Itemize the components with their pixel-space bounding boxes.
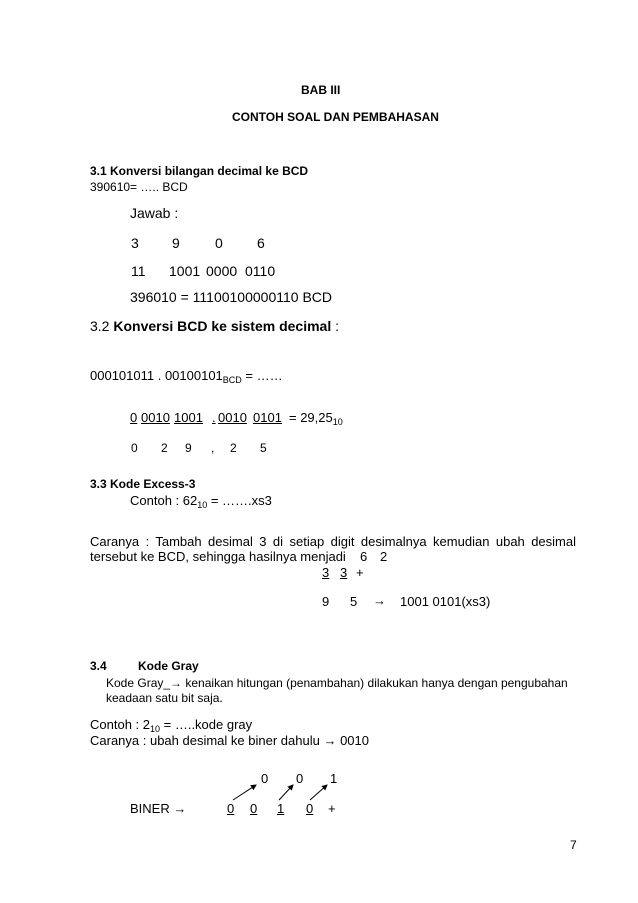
section-3-1-result: 396010 = 11100100000110 BCD xyxy=(130,289,333,305)
chapter-label: BAB III xyxy=(301,83,341,97)
excess3-digit: 6 xyxy=(360,549,368,564)
excess3-result: 1001 0101(xs3) xyxy=(400,594,491,609)
gray-bit: 0 xyxy=(296,771,304,786)
excess3-digit: 2 xyxy=(380,549,388,564)
right-arrow-icon: → xyxy=(373,593,386,608)
gray-code-description: Kode Gray_→ kenaikan hitungan (penambahan) dilakukan hanya dengan pengubahan xyxy=(106,676,568,690)
biner-label: BINER → xyxy=(130,801,187,816)
bcd-group: 1001 xyxy=(174,410,203,425)
gray-code-description-line2: keadaan satu bit saja. xyxy=(106,691,223,705)
page-number: 7 xyxy=(570,838,577,852)
bcd-group: 0010 xyxy=(218,410,247,425)
right-arrow-icon: → xyxy=(323,733,337,748)
digit-value: 5 xyxy=(260,441,267,455)
section-3-1-heading: 3.1 Konversi bilangan decimal ke BCD xyxy=(90,164,309,178)
bcd-group: 11 xyxy=(131,263,146,279)
plus-sign: + xyxy=(356,565,364,580)
bcd-group: 0101 xyxy=(253,410,282,425)
excess3-sum: 9 xyxy=(322,594,330,609)
digit-value: , xyxy=(211,441,215,455)
section-3-2-number: 3.2 xyxy=(90,318,110,334)
excess3-paragraph-line1: Caranya : Tambah desimal 3 di setiap digit desimalnya kemudian ubah desimal xyxy=(90,534,576,549)
gray-example: Contoh : $2_{10}$ = …..kode gray xyxy=(90,717,253,734)
question-subscript: BCD xyxy=(222,375,242,385)
digit: 3 xyxy=(131,235,139,251)
plus-sign: + xyxy=(328,801,336,816)
decimal-equals: = $29,25_{10}$ xyxy=(289,410,343,427)
xor-arrow xyxy=(310,785,327,800)
section-3-2-colon: : xyxy=(335,318,340,334)
digit-value: 2 xyxy=(230,441,237,455)
page-title: CONTOH SOAL DAN PEMBAHASAN xyxy=(232,110,439,124)
bcd-group: . xyxy=(212,410,216,425)
section-3-4-number: 3.4 xyxy=(90,659,107,673)
jawab-label: Jawab : xyxy=(130,205,179,221)
digit: 6 xyxy=(257,235,265,251)
question-tail: = …… xyxy=(241,368,283,383)
digit-value: 9 xyxy=(185,441,192,455)
bcd-group: 0010 xyxy=(141,410,170,425)
section-3-2-heading: Konversi BCD ke sistem decimal xyxy=(113,318,332,334)
binary-bit: 0 xyxy=(250,801,258,816)
bcd-group: 0 xyxy=(130,410,138,425)
digit-value: 2 xyxy=(161,441,168,455)
excess3-sum: 5 xyxy=(350,594,358,609)
binary-bit: 0 xyxy=(306,801,314,816)
excess3-example: Contoh : $62_{10}$ = …….xs3 xyxy=(130,493,272,510)
section-3-4-heading: Kode Gray xyxy=(138,659,199,673)
binary-bit: 0 xyxy=(227,801,235,816)
right-arrow-icon: → xyxy=(173,801,187,816)
gray-bit: 1 xyxy=(330,771,338,786)
question-value: 000101011 . 00100101 xyxy=(90,368,223,383)
excess3-addend: 3 xyxy=(340,565,348,580)
bcd-group: 1001 xyxy=(169,263,201,279)
bcd-group: 0110 xyxy=(245,263,276,279)
excess3-addend: 3 xyxy=(322,565,330,580)
right-arrow-icon: → xyxy=(170,676,183,690)
gray-bit: 0 xyxy=(261,771,269,786)
gray-method: Caranya : ubah desimal ke biner dahulu → 0010 xyxy=(90,733,369,748)
excess3-paragraph-line2: tersebut ke BCD, sehingga hasilnya menjadi xyxy=(90,549,346,564)
digit-value: 0 xyxy=(131,441,138,455)
digit: 9 xyxy=(172,235,180,251)
digit: 0 xyxy=(215,235,223,251)
xor-arrow xyxy=(279,785,293,800)
section-3-1-question: 390610= ….. BCD xyxy=(90,180,188,194)
binary-bit: 1 xyxy=(277,801,285,816)
section-3-3-heading: 3.3 Kode Excess-3 xyxy=(90,477,196,491)
xor-arrow xyxy=(233,785,256,800)
bcd-group: 0000 xyxy=(206,263,238,279)
